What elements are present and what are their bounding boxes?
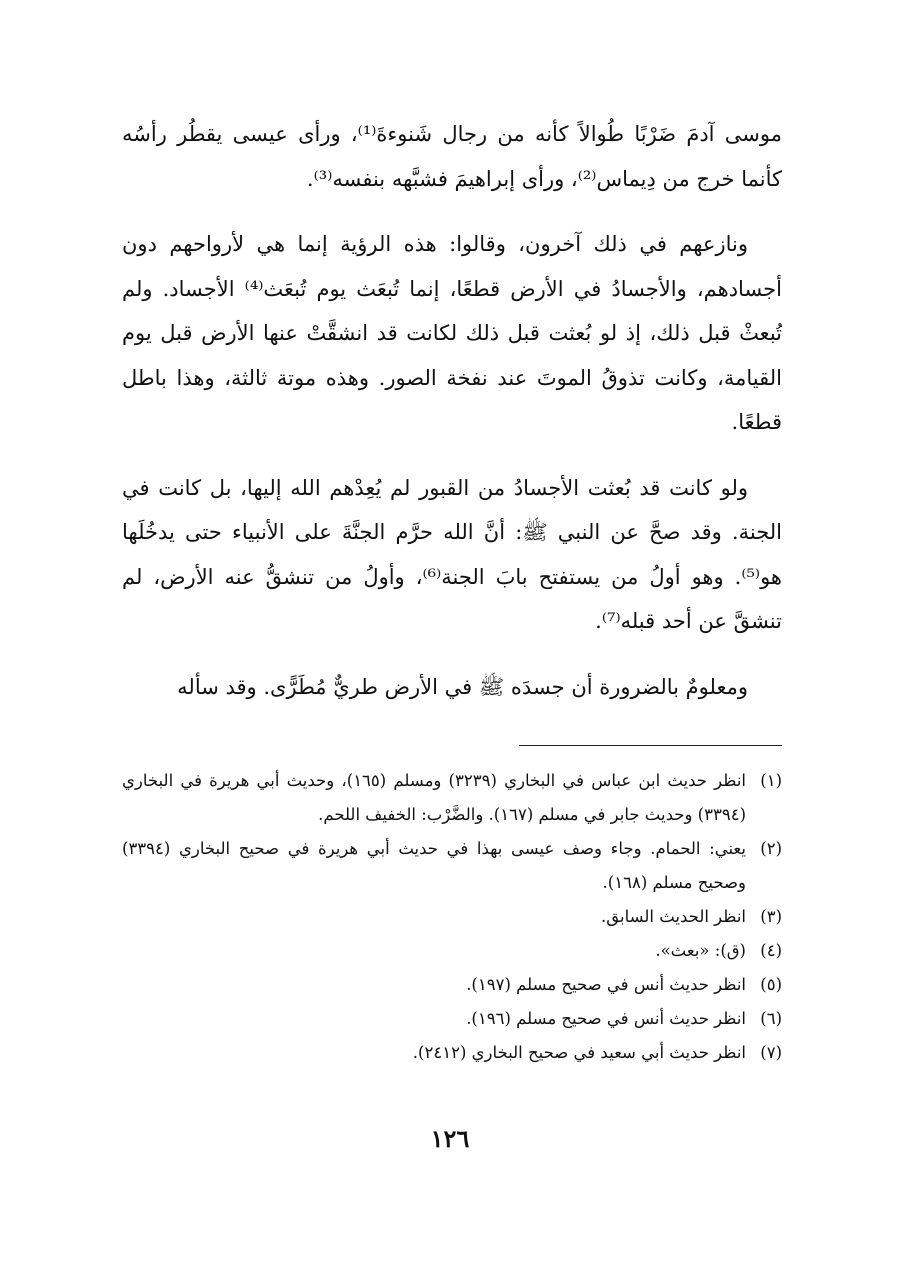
- footnote: [122, 934, 782, 968]
- footnote-text: انظر الحديث السابق.: [601, 907, 746, 926]
- paragraph: موسى آدمَ ضَرْبًا طُوالاً كأنه من رجال شَنوءةَ⁽¹⁾، ورأى عيسى يقطُر رأسُه كأنما خرج من دِيماس⁽²⁾، ورأى إبراهيمَ فشبَّهه بنفسه⁽³⁾.: [122, 122, 782, 191]
- footnote-number: (٧): [760, 1043, 782, 1062]
- footnote-text: يعني: الحمام. وجاء وصف عيسى بهذا في حديث أبي هريرة في صحيح البخاري (٣٣٩٤) وصحيح مسلم (١٦٨).: [122, 839, 746, 892]
- footnote-number: (٦): [760, 1009, 782, 1028]
- footnote: [122, 968, 782, 1002]
- footnote-number: (٥): [760, 975, 782, 994]
- footnote-text: انظر حديث أنس في صحيح مسلم (١٩٦).: [466, 1009, 746, 1028]
- footnote-text: انظر حديث أنس في صحيح مسلم (١٩٧).: [466, 975, 746, 994]
- footnote-number: (٤): [760, 941, 782, 960]
- paragraph: ولو كانت قد بُعثت الأجسادُ من القبور لم يُعِدْهم الله إليها، بل كانت في الجنة. وقد صحَّ عن النبي ﷺ: أنَّ الله حرَّم الجنَّةَ على الأنبياء حتى يدخُلَها هو⁽⁵⁾. وهو أولُ من يستفتح بابَ الجنة⁽⁶⁾، وأولُ من تنشقُّ عنه الأرض، لم تنشقَّ عن أحد قبله⁽⁷⁾.: [122, 475, 782, 633]
- footnotes: [122, 764, 782, 1070]
- footnote-text: انظر حديث ابن عباس في البخاري (٣٢٣٩) ومسلم (١٦٥)، وحديث أبي هريرة في البخاري (٣٣٩٤) وحديث جابر في مسلم (١٦٧). والضَّرْب: الخفيف اللحم.: [122, 771, 746, 824]
- footnote-text: (ق): «بعث».: [655, 941, 746, 960]
- page-number: ١٢٦: [430, 1124, 470, 1153]
- footnote: [122, 1036, 782, 1070]
- paragraph: ومعلومٌ بالضرورة أن جسدَه ﷺ في الأرض طريٌّ مُطَرًّى. وقد سأله: [177, 674, 748, 699]
- footnote: [122, 832, 782, 900]
- footnote: [122, 764, 782, 832]
- footnote-number: (١): [760, 771, 782, 790]
- footnote: [122, 1002, 782, 1036]
- paragraph: ونازعهم في ذلك آخرون، وقالوا: هذه الرؤية إنما هي لأرواحهم دون أجسادهم، والأجسادُ في الأرض قطعًا، إنما تُبعَث يوم تُبعَث⁽⁴⁾ الأجساد. ولم تُبعثْ قبل ذلك، إذ لو بُعثت قبل ذلك لكانت قد انشقَّتْ عنها الأرض قبل يوم القيامة، وكانت تذوقُ الموتَ عند نفخة الصور. وهذه موتة ثالثة، وهذا باطل قطعًا.: [122, 232, 782, 434]
- footnote: [122, 900, 782, 934]
- footnote-number: (٣): [760, 907, 782, 926]
- footnote-divider: [519, 745, 782, 746]
- main-text: [122, 112, 782, 709]
- footnote-number: (٢): [760, 839, 782, 858]
- footnote-text: انظر حديث أبي سعيد في صحيح البخاري (٢٤١٢).: [412, 1043, 746, 1062]
